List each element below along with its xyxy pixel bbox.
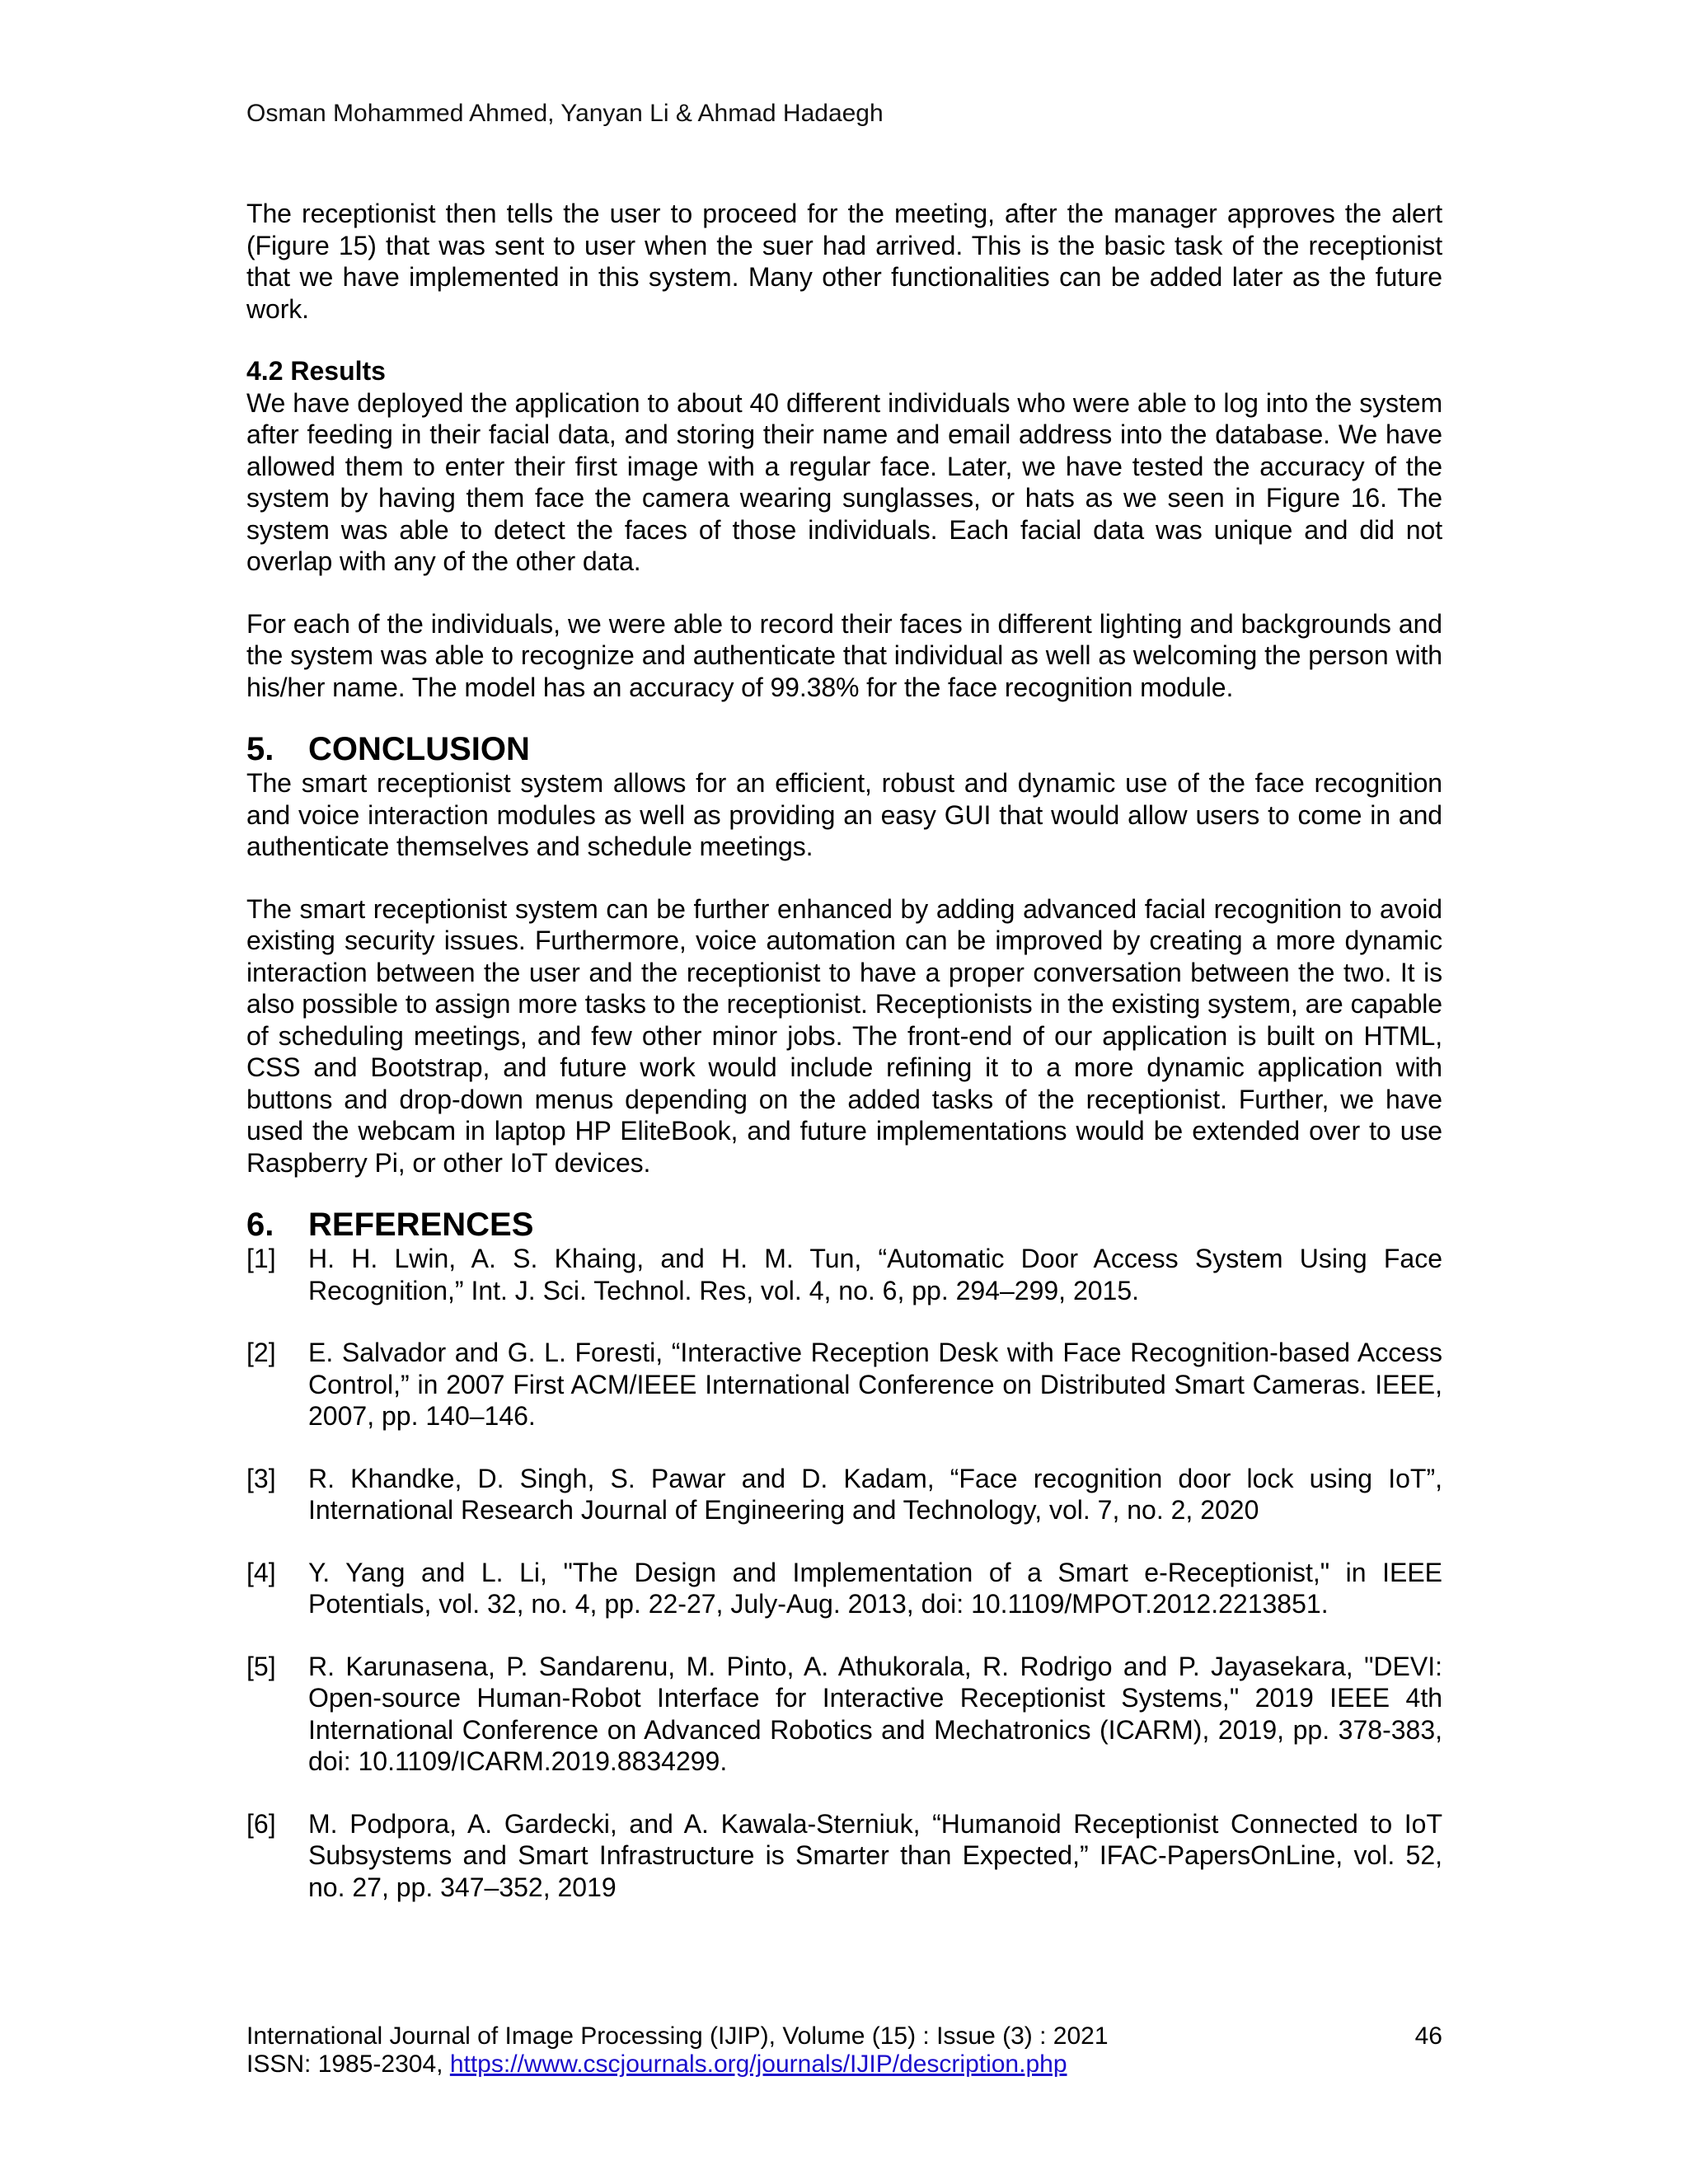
- body-text: [246, 198, 1442, 1933]
- results-heading: 4.2 Results: [246, 356, 386, 386]
- journal-link[interactable]: https://www.cscjournals.org/journals/IJIP/description.php: [449, 2050, 1067, 2078]
- reference-label: [2]: [246, 1338, 276, 1367]
- results-paragraph-1: We have deployed the application to about 40 different individuals who were able to log into the system after feeding in their facial data, and storing their name and email address into the database. We have allowed them to enter their first image with a regular face. Later, we have tested the accuracy of the system by having them face the camera wearing sunglasses, or hats as we seen in Figure 16. The system was able to detect the faces of those individuals. Each facial data was unique and did not overlap with any of the other data.: [246, 387, 1442, 576]
- reference-label: [4]: [246, 1557, 276, 1587]
- reference-text: E. Salvador and G. L. Foresti, “Interactive Reception Desk with Face Recognition-based Access Control,” in 2007 First ACM/IEEE International Conference on Distributed Smart Cameras. IEEE, 2007, pp. 140–146.: [308, 1338, 1442, 1431]
- reference-text: M. Podpora, A. Gardecki, and A. Kawala-Sterniuk, “Humanoid Receptionist Connected to IoT Subsystems and Smart Infrastructure is Smarter than Expected,” IFAC-PapersOnLine, vol. 52, no. 27, pp. 347–352, 2019: [308, 1808, 1442, 1902]
- conclusion-heading: [246, 731, 1442, 767]
- reference-text: R. Khandke, D. Singh, S. Pawar and D. Kadam, “Face recognition door lock using IoT”, International Research Journal of Engineering and Technology, vol. 7, no. 2, 2020: [308, 1463, 1442, 1525]
- references-title: REFERENCES: [308, 1207, 534, 1243]
- page-number: 46: [1414, 2022, 1442, 2050]
- reference-text: R. Karunasena, P. Sandarenu, M. Pinto, A. Athukorala, R. Rodrigo and P. Jayasekara, "DEVI: Open-source Human-Robot Interface for Interactive Receptionist Systems," 2019 IEEE 4th International Conference on Advanced Robotics and Mechatronics (ICARM), 2019, pp. 378-383, doi: 10.1109/ICARM.2019.8834299.: [308, 1651, 1442, 1776]
- reference-label: [6]: [246, 1808, 276, 1839]
- footer-issn: ISSN: 1985-2304,: [246, 2050, 450, 2078]
- references-heading: [246, 1207, 1442, 1243]
- results-paragraph-2: For each of the individuals, we were able to record their faces in different lighting and backgrounds and the system was able to recognize and authenticate that individual as well as welcoming the person with his/her name. The model has an accuracy of 99.38% for the face recognition module.: [246, 608, 1442, 702]
- reference-text: H. H. Lwin, A. S. Khaing, and H. M. Tun, “Automatic Door Access System Using Face Recognition,” Int. J. Sci. Technol. Res, vol. 4, no. 6, pp. 294–299, 2015.: [308, 1244, 1442, 1305]
- reference-item: [246, 1808, 1442, 1904]
- reference-item: [246, 1337, 1442, 1432]
- conclusion-paragraph-2: The smart receptionist system can be further enhanced by adding advanced facial recognition to avoid existing security issues. Furthermore, voice automation can be improved by creating a more dynamic interaction between the user and the receptionist to have a proper conversation between the two. It is also possible to assign more tasks to the receptionist. Receptionists in the existing system, are capable of scheduling meetings, and few other minor jobs. The front-end of our application is built on HTML, CSS and Bootstrap, and future work would include refining it to a more dynamic application with buttons and drop-down menus depending on the added tasks of the receptionist. Further, we have used the webcam in laptop HP EliteBook, and future implementations would be extended over to use Raspberry Pi, or other IoT devices.: [246, 893, 1442, 1178]
- reference-item: [246, 1557, 1442, 1620]
- references-list: [246, 1243, 1442, 1903]
- footer-journal: International Journal of Image Processing (IJIP), Volume (15) : Issue (3) : 2021: [246, 2022, 1109, 2050]
- reference-label: [3]: [246, 1463, 276, 1493]
- paper-page: [246, 0, 1442, 2184]
- reference-label: [1]: [246, 1244, 276, 1273]
- running-header-authors: Osman Mohammed Ahmed, Yanyan Li & Ahmad Hadaegh: [246, 100, 884, 127]
- conclusion-paragraph-1: The smart receptionist system allows for an efficient, robust and dynamic use of the face recognition and voice interaction modules as well as providing an easy GUI that would allow users to come in and authenticate themselves and schedule meetings.: [246, 768, 1442, 861]
- reference-item: [246, 1651, 1442, 1778]
- page-footer: [246, 2022, 1442, 2079]
- conclusion-number: 5.: [246, 731, 274, 767]
- reference-text: Y. Yang and L. Li, "The Design and Implementation of a Smart e-Receptionist," in IEEE Potentials, vol. 32, no. 4, pp. 22-27, July-Aug. 2013, doi: 10.1109/MPOT.2012.2213851.: [308, 1557, 1442, 1619]
- reference-item: [246, 1463, 1442, 1526]
- reference-label: [5]: [246, 1651, 276, 1681]
- intro-paragraph: The receptionist then tells the user to proceed for the meeting, after the manager approves the alert (Figure 15) that was sent to user when the suer had arrived. This is the basic task of the receptionist that we have implemented in this system. Many other functionalities can be added later as the future work.: [246, 199, 1442, 324]
- references-number: 6.: [246, 1207, 274, 1243]
- conclusion-title: CONCLUSION: [308, 731, 530, 767]
- reference-item: [246, 1243, 1442, 1306]
- footer-journal-line: [246, 2022, 1442, 2050]
- footer-issn-line: [246, 2050, 1442, 2079]
